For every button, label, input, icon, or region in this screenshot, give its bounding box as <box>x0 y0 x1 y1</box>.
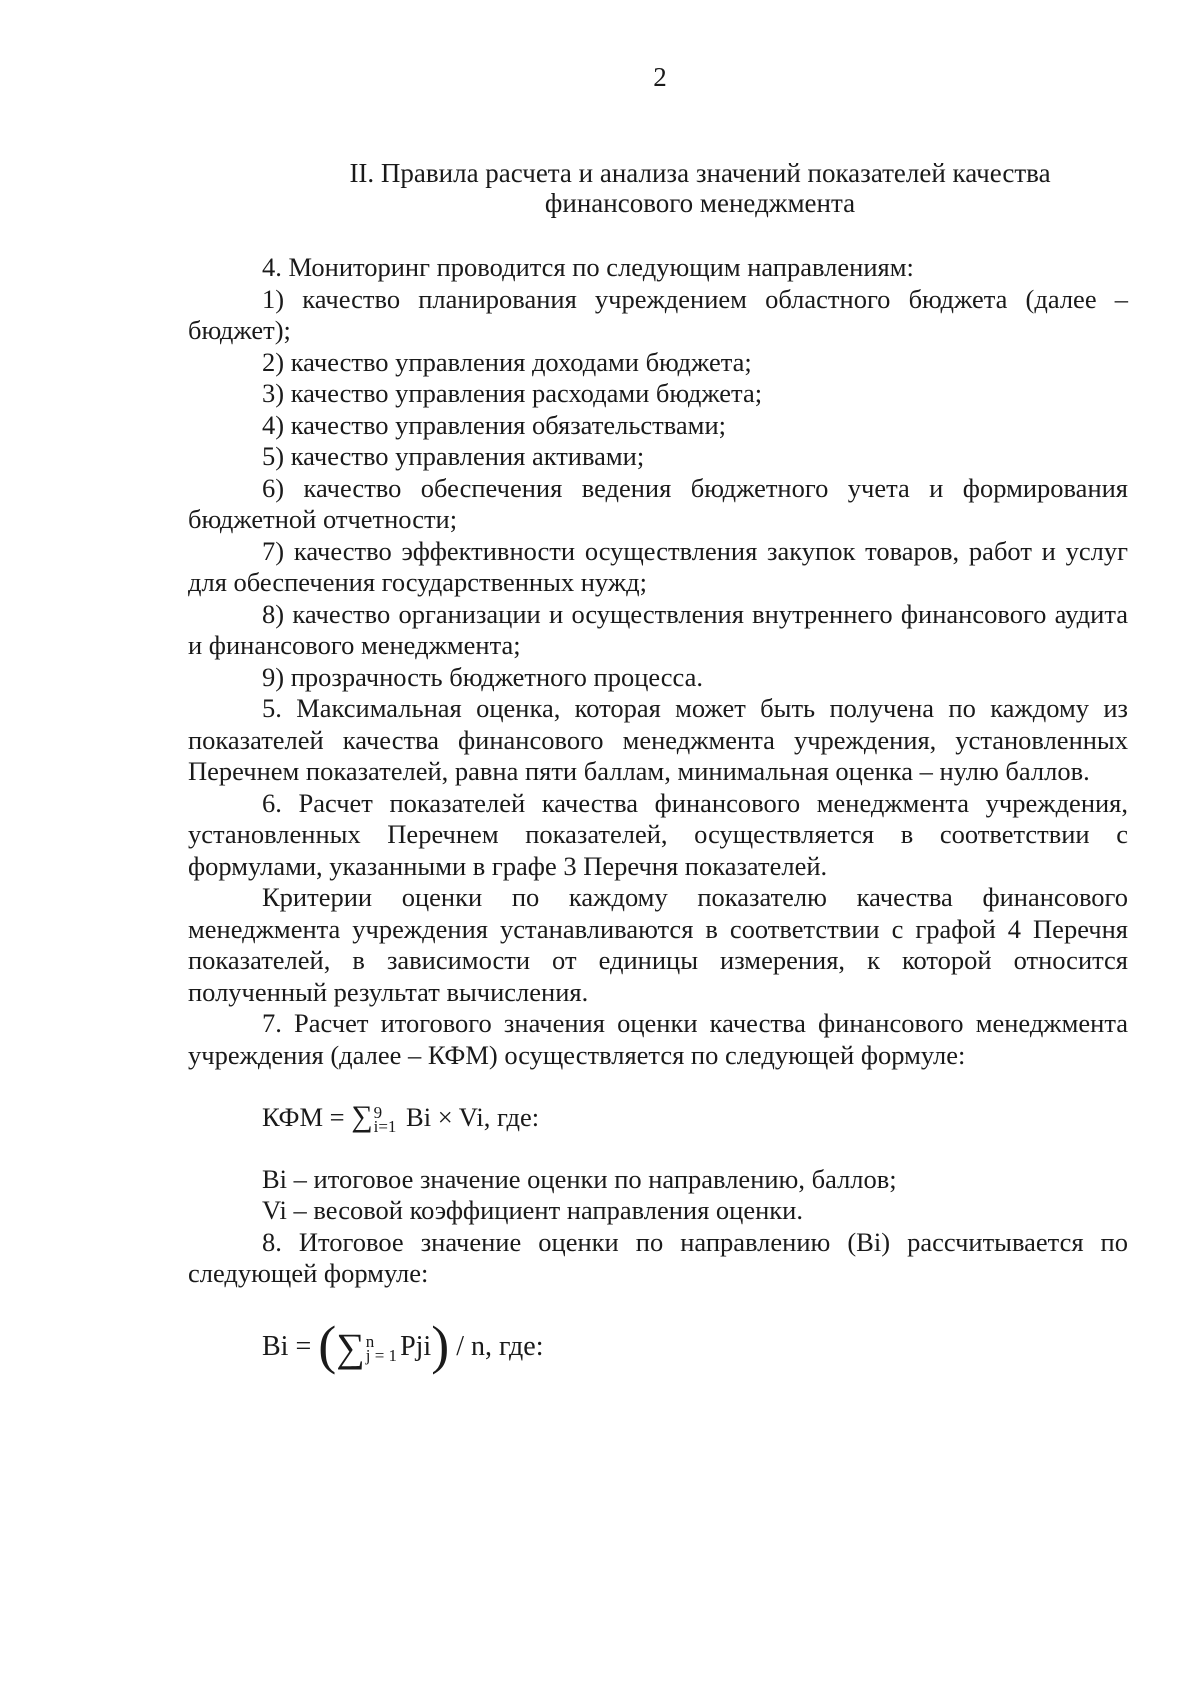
list-item-9: 9) прозрачность бюджетного процесса. <box>262 661 704 692</box>
formula-bi-lhs: Bi = <box>262 1330 319 1362</box>
paragraph-4: 4. Мониторинг проводится по следующим направлениям: <box>262 252 914 282</box>
close-paren: ) <box>431 1314 450 1375</box>
page-number: 2 <box>653 62 667 92</box>
paragraph-6: 6. Расчет показателей качества финансового менеджмента учреждения, установленных Перечнем показателей, осуществляется в соответствии с формулами, указанными в графе 3 Перечня показателей. <box>188 787 1128 881</box>
list-item-5: 5) качество управления активами; <box>262 441 645 471</box>
sum-symbol: ∑ <box>351 1100 373 1133</box>
paragraph-criteria: Критерии оценки по каждому показателю качества финансового менеджмента учреждения устанавливаются в соответствии с графой 4 Перечня показателей, в зависимости от единицы измерения, к которой относится полученный результат вычисления. <box>188 882 1128 1007</box>
formula-bi-rhs: / n, где: <box>449 1330 544 1362</box>
open-paren: ( <box>318 1314 337 1375</box>
list-item-8: 8) качество организации и осуществления внутреннего финансового аудита и финансового менеджмента; <box>188 598 1128 660</box>
formula-bi-term: Pji <box>400 1330 432 1362</box>
paragraph-5: 5. Максимальная оценка, которая может быть получена по каждому из показателей качества финансового менеджмента учреждения, установленных Перечнем показателей, равна пяти баллам, минимальная оценка – нулю баллов. <box>188 693 1128 786</box>
list-item-1: 1) качество планирования учреждением областного бюджета (далее – бюджет); <box>188 283 1128 345</box>
sum-lower-limit: i=1 <box>373 1116 397 1136</box>
formula-kfm-lhs: КФМ = <box>262 1102 352 1132</box>
sum-lower-limit-2: j = 1 <box>365 1345 398 1365</box>
paragraph-8: 8. Итоговое значение оценки по направлению (Bi) рассчитывается по следующей формуле: <box>188 1226 1128 1289</box>
paragraph-7: 7. Расчет итогового значения оценки качества финансового менеджмента учреждения (далее – КФМ) осуществляется по следующей формуле: <box>188 1008 1128 1070</box>
list-item-3: 3) качество управления расходами бюджета; <box>262 378 763 408</box>
list-item-7: 7) качество эффективности осуществления закупок товаров, работ и услуг для обеспечения государственных нужд; <box>188 535 1128 597</box>
sum-limits-2 <box>365 1331 398 1365</box>
formula-kfm-rhs: Bi × Vi, где: <box>399 1102 540 1132</box>
list-item-6: 6) качество обеспечения ведения бюджетного учета и формирования бюджетной отчетности; <box>188 472 1128 534</box>
list-item-4: 4) качество управления обязательствами; <box>262 409 726 440</box>
definition-vi: Vi – весовой коэффициент направления оценки. <box>262 1195 803 1226</box>
section-title: II. Правила расчета и анализа значений показателей качества финансового менеджмента <box>349 158 1051 218</box>
list-item-2: 2) качество управления доходами бюджета; <box>262 346 752 377</box>
formula-kfm <box>188 1101 1128 1134</box>
sum-upper-limit: 9 <box>373 1102 383 1122</box>
definition-bi: Bi – итоговое значение оценки по направлению, баллов; <box>262 1163 897 1194</box>
sum-symbol-2: ∑ <box>336 1324 365 1370</box>
formula-bi <box>188 1314 1128 1375</box>
document-body <box>188 252 1128 1375</box>
sum-upper-limit-2: n <box>365 1331 375 1351</box>
sum-limits <box>373 1102 397 1136</box>
